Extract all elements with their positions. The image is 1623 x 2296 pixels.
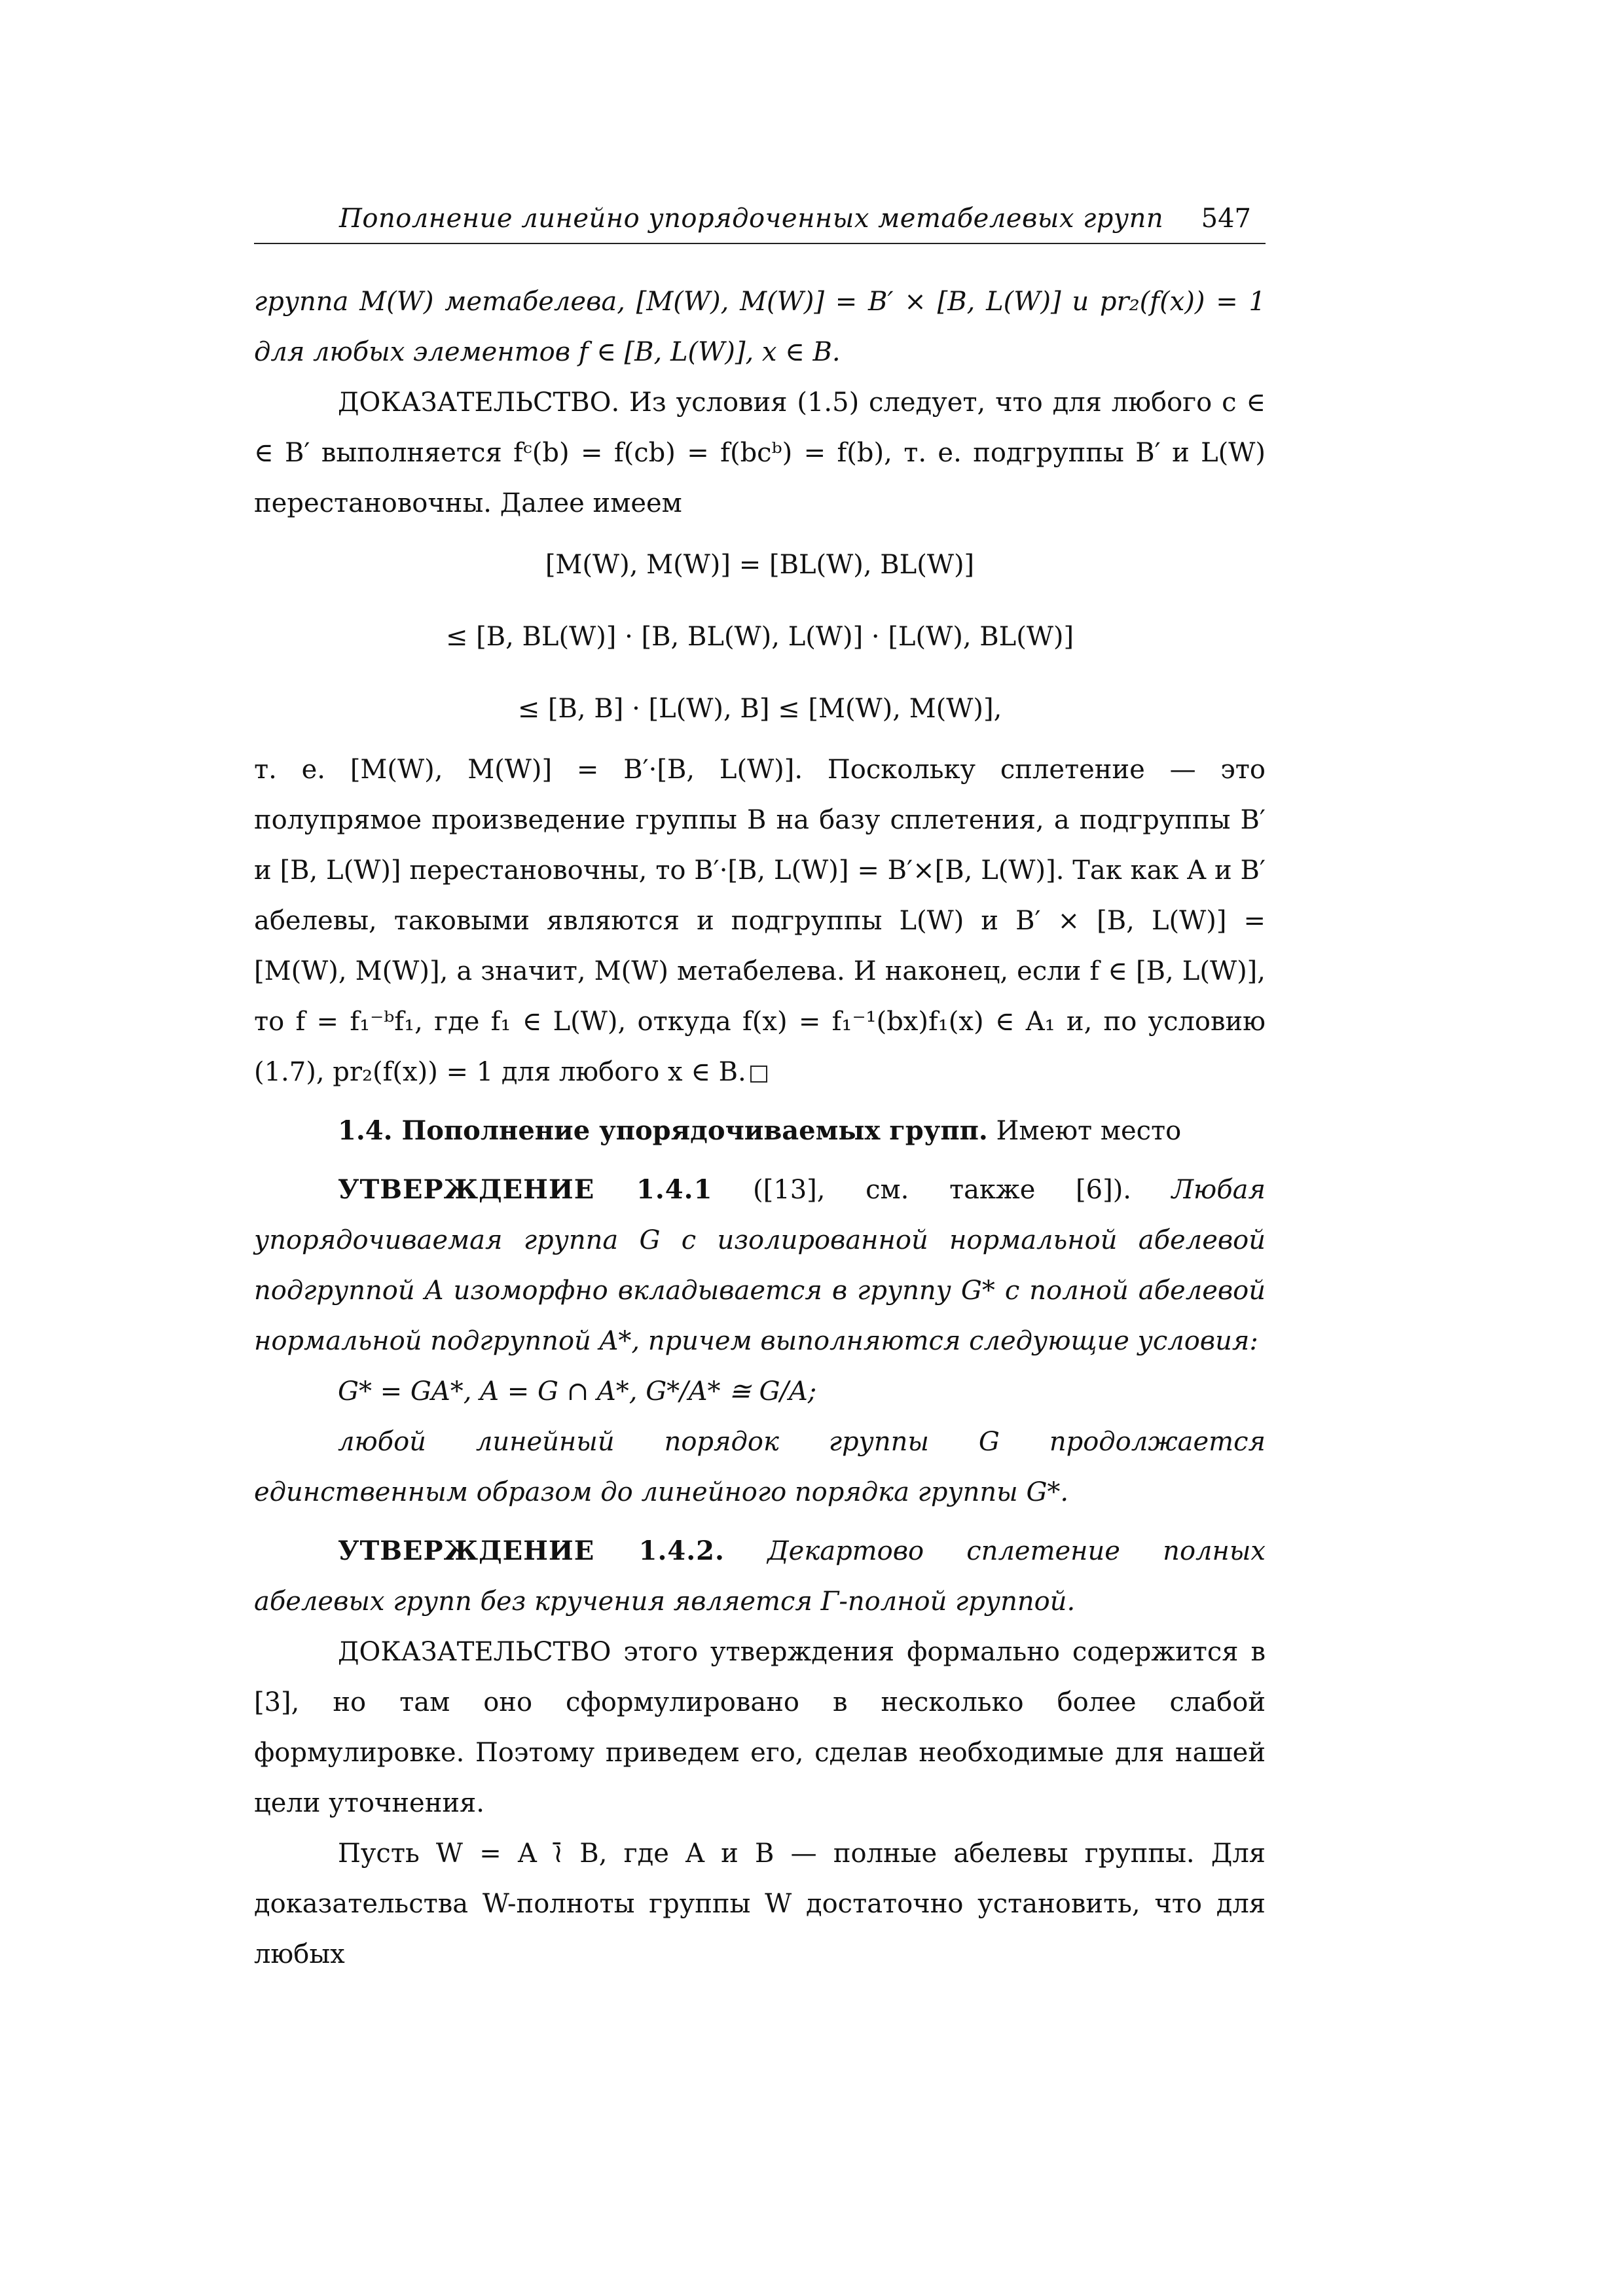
claim-1-head: УТВЕРЖДЕНИЕ 1.4.1 — [338, 1174, 713, 1205]
body-text — [254, 277, 1266, 1980]
claim-1 — [254, 1164, 1266, 1367]
running-title: Пополнение линейно упорядоченных метабелевых групп — [339, 204, 1164, 234]
section-title: 1.4. Пополнение упорядочиваемых групп. — [338, 1115, 988, 1146]
section-rest: Имеют место — [987, 1116, 1182, 1146]
claim-2 — [254, 1526, 1266, 1627]
qed-box-icon — [750, 1066, 767, 1083]
page — [254, 200, 1266, 1980]
claim-1-condition-1: G* = GA*, A = G ∩ A*, G*/A* ≅ G/A; — [338, 1376, 817, 1407]
paragraph-3 — [254, 745, 1266, 1098]
formula-line-2: ≤ [B, BL(W)] · [B, BL(W), L(W)] · [L(W), BL(W)] — [445, 622, 1074, 652]
paragraph-2: ДОКАЗАТЕЛЬСТВО. Из условия (1.5) следует, что для любого c ∈ ∈ B′ выполняется fᶜ(b) = f(cb) = f(bcᵇ) = f(b), т. е. подгруппы B′ и L(W) перестановочны. Далее имеем — [254, 387, 1266, 518]
display-formula — [254, 529, 1266, 745]
formula-line-1: [M(W), M(W)] = [BL(W), BL(W)] — [545, 550, 975, 580]
claim-2-head: УТВЕРЖДЕНИЕ 1.4.2. — [338, 1535, 725, 1566]
running-head — [254, 200, 1266, 244]
paragraph-3-text: т. е. [M(W), M(W)] = B′·[B, L(W)]. Поскольку сплетение — это полупрямое произведение группы B на базу сплетения, а подгруппы B′ и [B, L(W)] перестановочны, то B′·[B, L(W)] = B′×[B, L(W)]. Так как A и B′ абелевы, таковыми являются и подгруппы L(W) и B′ × [B, L(W)] = [M(W), M(W)], а значит, M(W) метабелева. И наконец, если f ∈ [B, L(W)], то f = f₁⁻ᵇf₁, где f₁ ∈ L(W), откуда f(x) = f₁⁻¹(bx)f₁(x) ∈ A₁ и, по условию (1.7), pr₂(f(x)) = 1 для любого x ∈ B. — [254, 755, 1266, 1087]
claim-1-body: Любая упорядочиваемая группа G с изолированной нормальной абелевой подгруппой A изоморфно вкладывается в группу G* с полной абелевой нормальной подгруппой A*, причем выполняются следующие условия: — [254, 1175, 1266, 1356]
page-number: 547 — [1201, 204, 1251, 234]
claim-2-body: Декартово сплетение полных абелевых групп без кручения является Γ-полной группой. — [254, 1536, 1266, 1617]
paragraph-5: Пусть W = A ≀̄ B, где A и B — полные абелевы группы. Для доказательства W-полноты группы W достаточно установить, что для любых — [254, 1839, 1266, 1969]
formula-line-3: ≤ [B, B] · [L(W), B] ≤ [M(W), M(W)], — [517, 694, 1002, 724]
claim-1-condition-2: любой линейный порядок группы G продолжается единственным образом до линейного порядка группы G*. — [254, 1427, 1266, 1507]
paragraph-1: группа M(W) метабелева, [M(W), M(W)] = B′ × [B, L(W)] и pr₂(f(x)) = 1 для любых элементов f ∈ [B, L(W)], x ∈ B. — [254, 287, 1266, 367]
section-heading — [254, 1105, 1266, 1157]
paragraph-4: ДОКАЗАТЕЛЬСТВО этого утверждения формально содержится в [3], но там оно сформулировано в несколько более слабой формулировке. Поэтому приведем его, сделав необходимые для нашей цели уточнения. — [254, 1637, 1266, 1818]
claim-1-refs: ([13], см. также [6]). — [712, 1175, 1172, 1205]
